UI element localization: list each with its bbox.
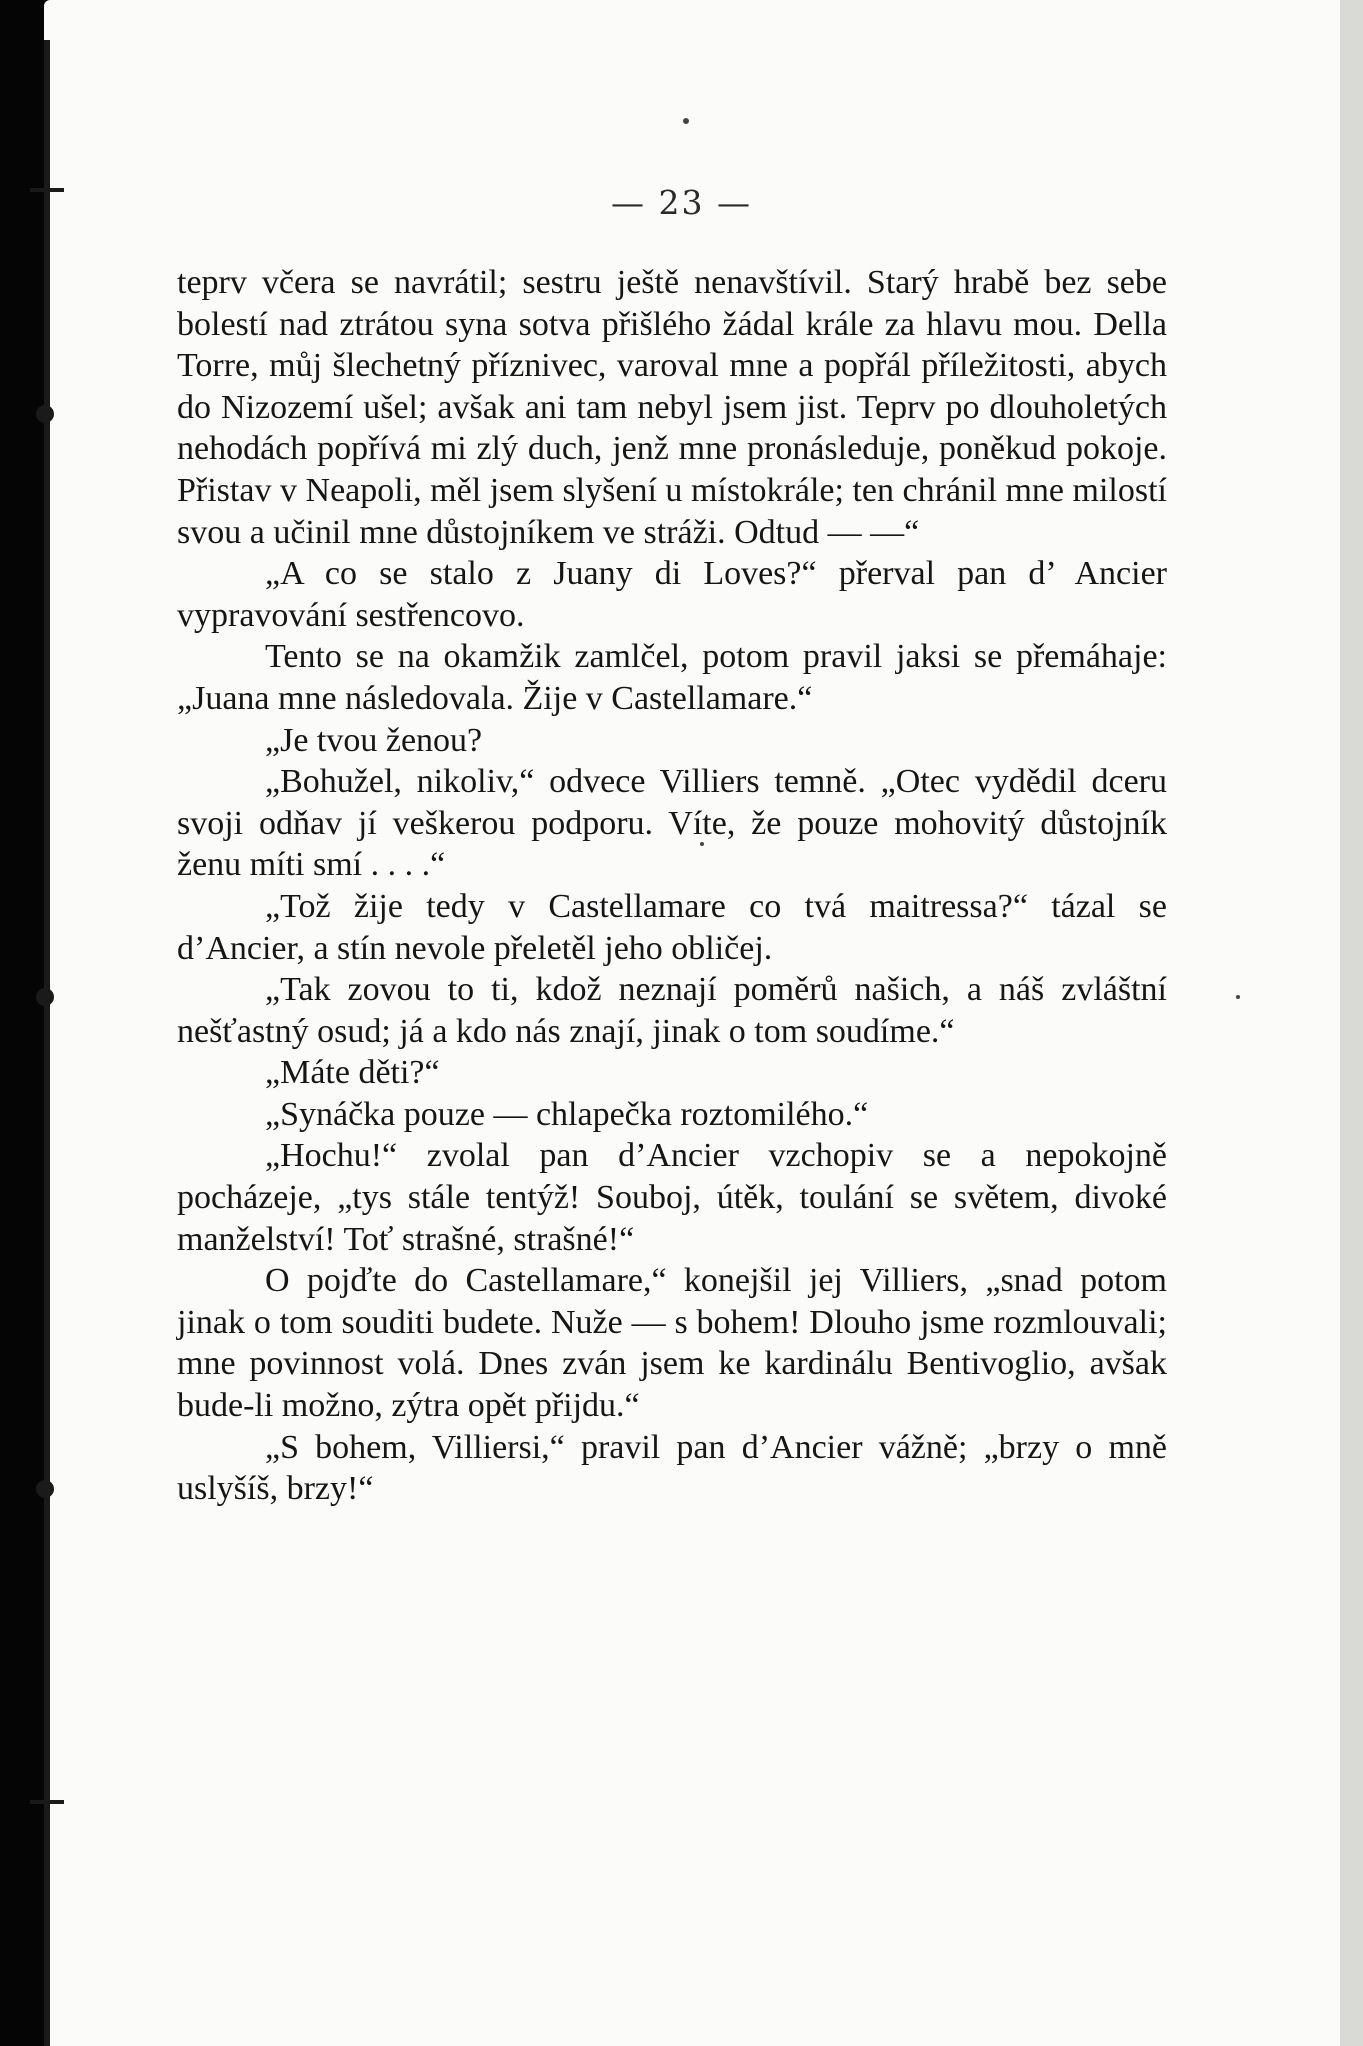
- paragraph: teprv včera se navrátil; sestru ještě nenavštívil. Starý hrabě bez sebe bolestí nad ztrátou syna sotva přišlého žádal krále za hlavu mou. Della Torre, můj šlechetný příznivec, varoval mne a popřál příležitosti, abych do Nizozemí ušel; avšak ani tam nebyl jsem jist. Teprv po dlouholetých nehodách popřívá mi zlý duch, jenž mne pronásleduje, poněkud pokoje. Přistav v Neapoli, měl jsem slyšení u místokrále; ten chránil mne milostí svou a učinil mne důstojníkem ve stráži. Odtud — —“: [177, 264, 1167, 551]
- body-text: [177, 262, 1167, 1510]
- paragraph: „A co se stalo z Juany di Loves?“ přerval pan d’ Ancier vypravování sestřencovo.: [177, 555, 1167, 634]
- binding-edge: [44, 40, 50, 2046]
- binding-mark: [36, 1480, 54, 1498]
- paragraph: O pojďte do Castellamare,“ konejšil jej Villiers, „snad potom jinak o tom souditi budete. Nuže — s bohem! Dlouho jsme rozmlouvali; mne povinnost volá. Dnes zván jsem ke kardinálu Bentivoglio, avšak bude-li možno, zýtra opět přijdu.“: [177, 1262, 1167, 1425]
- paragraph: „S bohem, Villiersi,“ pravil pan d’Ancier vážně; „brzy o mně uslyšíš, brzy!“: [177, 1428, 1167, 1508]
- paragraph: Tento se na okamžik zamlčel, potom pravil jaksi se přemáhaje: „Juana mne následovala. Žije v Castellamare.“: [177, 638, 1167, 717]
- paragraph: „Synáčka pouze — chlapečka roztomilého.“: [265, 1095, 869, 1133]
- paragraph: „Je tvou ženou?: [265, 721, 483, 759]
- binding-mark: [36, 405, 54, 423]
- binding-mark: [30, 1800, 64, 1804]
- paragraph: „Tož žije tedy v Castellamare co tvá maitressa?“ tázal se d’Ancier, a stín nevole přeletěl jeho obličej.: [177, 887, 1167, 967]
- paragraph: „Máte děti?“: [265, 1054, 440, 1092]
- page-edge: [1340, 0, 1363, 2046]
- ink-speck: [683, 118, 689, 124]
- paragraph: „Bohužel, nikoliv,“ odvece Villiers temně. „Otec vydědil dceru svoji odňav jí veškerou podporu. Víte, že pouze mohovitý důstojník ženu míti smí . . . .“: [177, 763, 1167, 884]
- paragraph: „Tak zovou to ti, kdož neznají poměrů našich, a náš zvláštní nešťastný osud; já a kdo nás znají, jinak o tom soudíme.“: [177, 971, 1167, 1050]
- ink-speck: [1236, 995, 1240, 999]
- page-number: — 23 —: [611, 183, 752, 222]
- binding-mark: [36, 988, 54, 1006]
- paragraph: „Hochu!“ zvolal pan d’Ancier vzchopiv se a nepokojně pocházeje, „tys stále tentýž! Souboj, útěk, toulání se světem, divoké manželství! Toť strašné, strašné!“: [177, 1137, 1167, 1258]
